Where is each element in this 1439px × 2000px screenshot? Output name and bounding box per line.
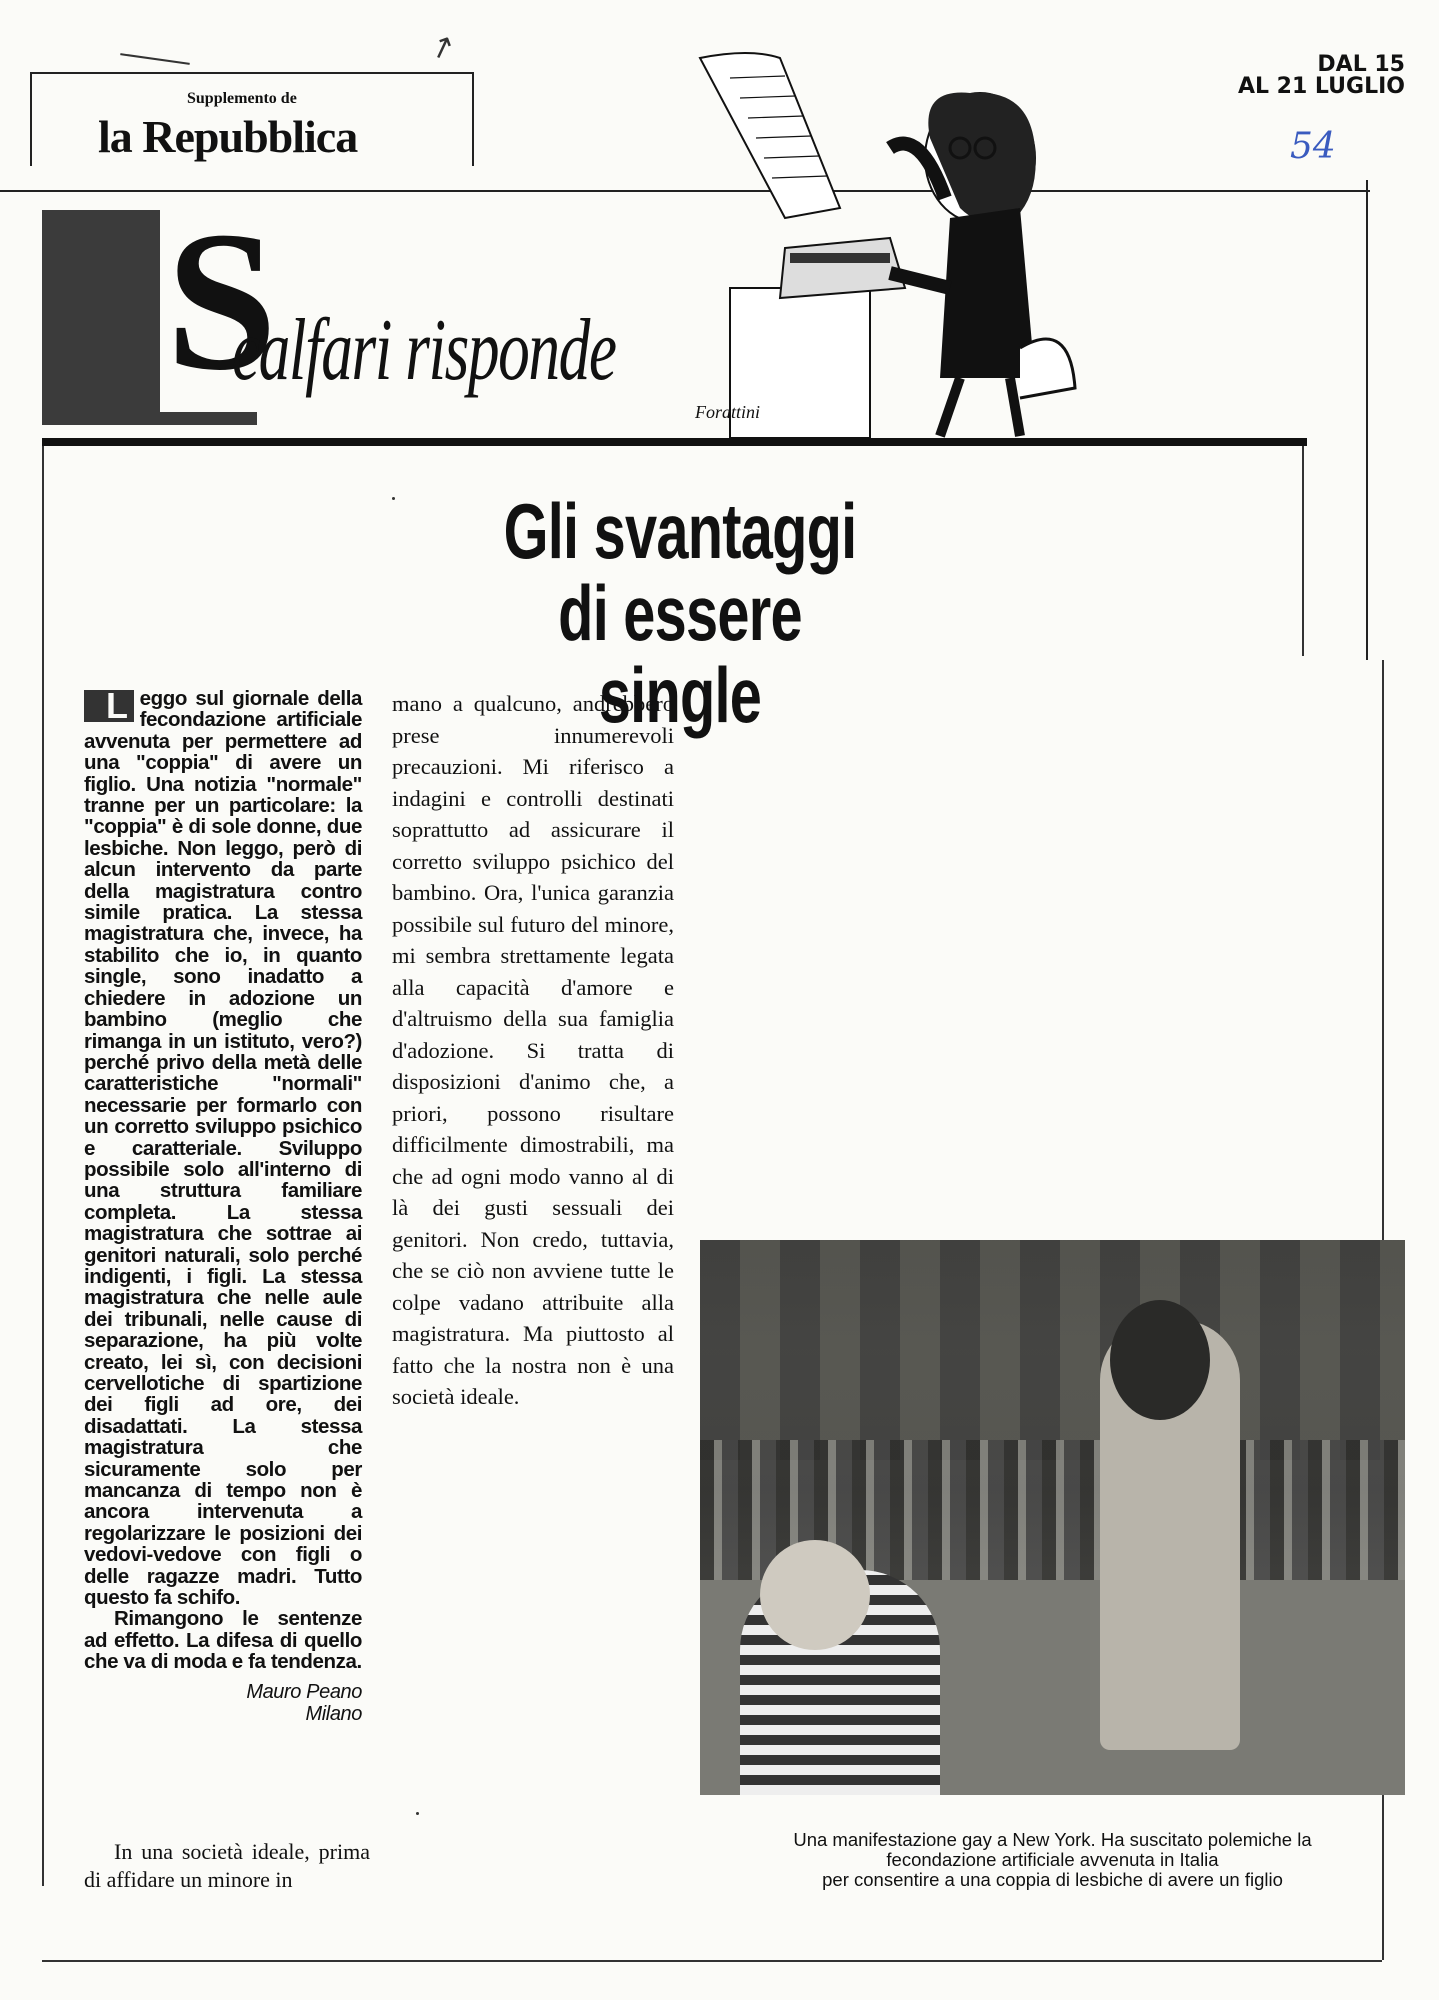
- rubric-initial: S: [160, 192, 283, 412]
- print-speck: [416, 1812, 419, 1815]
- date-line-2: AL 21 LUGLIO: [1237, 74, 1405, 99]
- frame-bottom-rule: [42, 1960, 1382, 1962]
- pen-mark-arrow: ↗: [424, 26, 461, 69]
- typewriter: [780, 238, 905, 298]
- photo-building: [700, 1240, 1405, 1460]
- signature-name: Mauro Peano: [246, 1680, 362, 1703]
- frame-left-rule: [42, 446, 44, 1886]
- issue-dates: [1238, 54, 1405, 98]
- photo-man-head: [1110, 1300, 1210, 1420]
- header-thick-rule: [42, 438, 1307, 446]
- caricature-illustration: [690, 48, 1090, 438]
- caption-line-2: fecondazione artificiale avvenuta in Italia: [886, 1849, 1219, 1870]
- paper-sheet: [700, 53, 840, 218]
- caption-line-1: Una manifestazione gay a New York. Ha suscitato polemiche la: [793, 1829, 1312, 1850]
- reply-start: In una società ideale, prima di affidare un minore in: [84, 1839, 370, 1892]
- letter-p1-text: eggo sul giornale della fecondazione artificiale avvenuta per permettere ad una "coppia" di avere un figlio. Una notizia "normale" tranne per un particolare: la "coppia" è di sole donne, due lesbiche. Non leggo, però di alcun intervento da parte della magistratura contro simile pratica. La stessa magistratura che, invece, ha stabilito che io, in quanto single, sono inadatto a chiedere in adozione un bambino (meglio che rimanga in un istituto, vero?) perché privo della metà delle caratteristiche "normali" necessarie per formarlo con un corretto sviluppo psichico e caratteriale. Sviluppo possibile solo all'interno di una struttura familiare completa. La stessa magistratura che sottrae ai genitori naturali, solo perché indigenti, i figli. La stessa magistratura che nelle aule dei tribunali, nelle cause di separazione, ha più volte creato, lei sì, con decisioni cervellotiche di spartizione dei figli ad ore, dei disadattati. La stessa magistratura che sicuramente solo per mancanza di tempo non è ancora intervenuta a regolarizzare le posizioni dei vedovi-vedove con figli o delle ragazze madri. Tutto questo fa schifo.: [84, 687, 362, 1610]
- chair: [1020, 339, 1075, 398]
- masthead-box: [30, 72, 474, 166]
- supplement-label: Supplemento de: [187, 90, 297, 107]
- rubric-title: calfari risponde: [232, 302, 616, 399]
- date-line-1: DAL 15: [1317, 52, 1405, 77]
- right-rule: [1366, 180, 1368, 660]
- print-speck: [392, 497, 395, 500]
- pen-mark: [120, 53, 190, 65]
- headline-line-1: Gli svantaggi: [503, 487, 857, 575]
- signature-city: Milano: [305, 1702, 362, 1725]
- headline-line-2: di essere single: [558, 569, 802, 739]
- photo-child-head: [760, 1540, 870, 1650]
- article-photo: [700, 1240, 1405, 1795]
- typewriter-roller: [790, 253, 890, 263]
- caption-line-3: per consentire a una coppia di lesbiche di avere un figlio: [822, 1869, 1283, 1890]
- frame-inner-rule: [1302, 446, 1304, 656]
- letter-paragraph-1: [84, 685, 362, 1610]
- letter-column: [84, 685, 362, 1725]
- letter-signature: [84, 1681, 362, 1725]
- newspaper-logo: la Repubblica: [98, 111, 358, 162]
- handwritten-page-number: 54: [1290, 126, 1336, 167]
- letter-paragraph-2: Rimangono le sentenze ad effetto. La difesa di quello che va di moda e fa tendenza.: [84, 1607, 362, 1674]
- reply-column: mano a qualcuno, andrebbero prese innumerevoli precauzioni. Mi riferisco a indagini e controlli destinati soprattutto ad assicurare il corretto sviluppo psichico del bambino. Ora, l'unica garanzia possibile sul futuro del minore, mi sembra strettamente legata alla capacità d'amore e d'altruismo della sua famiglia d'adozione. Si tratta di disposizioni d'animo che, a priori, possono risultare difficilmente dimostrabili, ma che ad ogni modo vanno al di là dei gusti sessuali dei genitori. Non credo, tuttavia, che se ciò non avviene tutte le colpe vadano attribuite alla magistratura. Ma piuttosto al fatto che la nostra non è una società ideale.: [392, 691, 674, 1409]
- artist-signature: Forattini: [695, 402, 761, 422]
- photo-caption: [700, 1830, 1405, 1890]
- letter-dropcap: L: [84, 690, 134, 722]
